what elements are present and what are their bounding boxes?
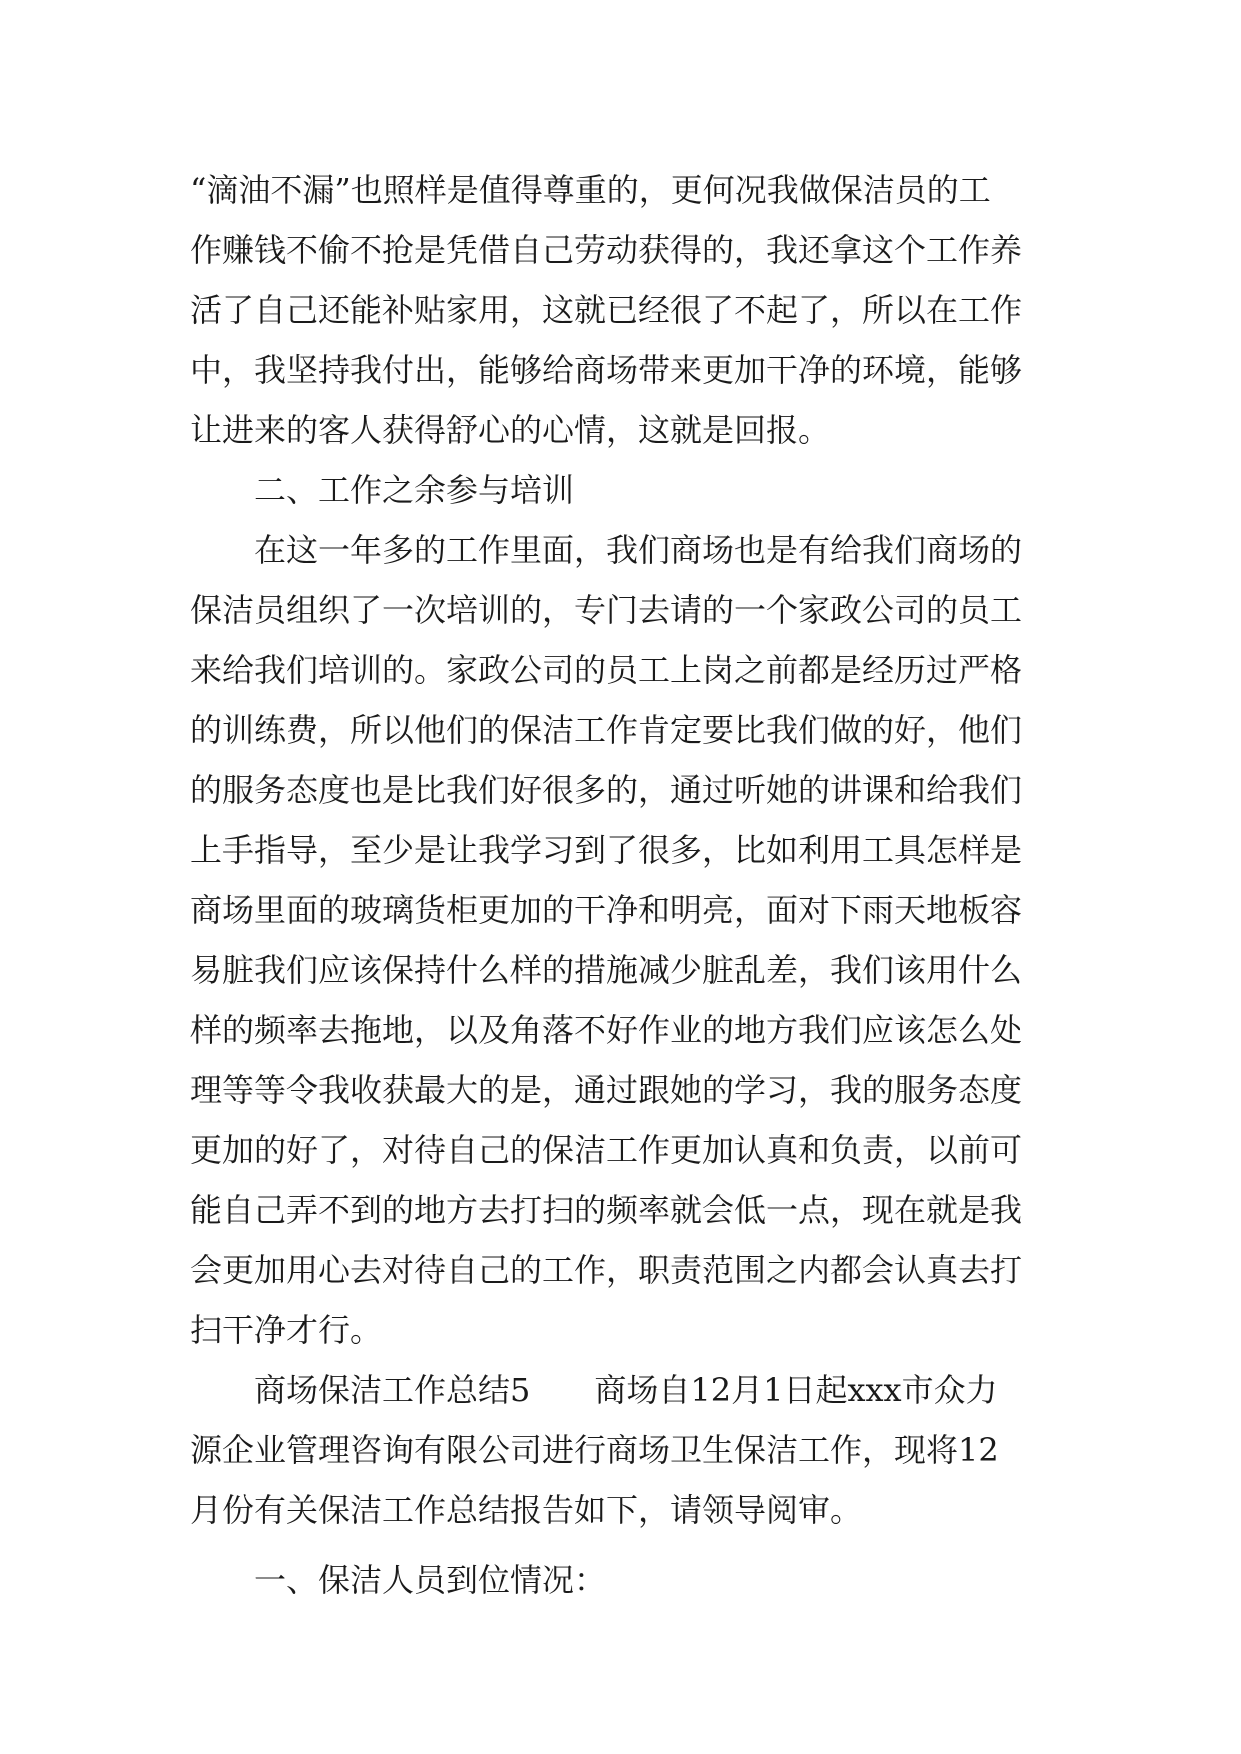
paragraph-line: 会更加用心去对待自己的工作，职责范围之内都会认真去打	[190, 1251, 1023, 1289]
paragraph-line: 样的频率去拖地，以及角落不好作业的地方我们应该怎么处	[190, 1011, 1023, 1049]
paragraph-line: 商场里面的玻璃货柜更加的干净和明亮，面对下雨天地板容	[190, 891, 1023, 929]
paragraph-line: 源企业管理咨询有限公司进行商场卫生保洁工作，现将12	[190, 1431, 999, 1469]
paragraph-line: 月份有关保洁工作总结报告如下，请领导阅审。	[190, 1491, 863, 1529]
paragraph-line: 理等等令我收获最大的是，通过跟她的学习，我的服务态度	[190, 1071, 1023, 1109]
paragraph-line: 易脏我们应该保持什么样的措施减少脏乱差，我们该用什么	[190, 951, 1023, 989]
section-heading: 一、保洁人员到位情况：	[254, 1561, 607, 1599]
paragraph-line: 上手指导，至少是让我学习到了很多，比如利用工具怎样是	[190, 831, 1023, 869]
section-heading: 二、工作之余参与培训	[254, 471, 575, 509]
paragraph-line: 的服务态度也是比我们好很多的，通过听她的讲课和给我们	[190, 771, 1023, 809]
paragraph-line: 保洁员组织了一次培训的，专门去请的一个家政公司的员工	[190, 591, 1023, 629]
paragraph-line: 活了自己还能补贴家用，这就已经很了不起了，所以在工作	[190, 291, 1023, 329]
paragraph-line: 的训练费，所以他们的保洁工作肯定要比我们做的好，他们	[190, 711, 1023, 749]
paragraph-line: 作赚钱不偷不抢是凭借自己劳动获得的，我还拿这个工作养	[190, 231, 1023, 269]
paragraph-line: “滴油不漏”也照样是值得尊重的，更何况我做保洁员的工	[190, 171, 991, 209]
paragraph-line: 扫干净才行。	[190, 1311, 383, 1349]
paragraph-line: 在这一年多的工作里面，我们商场也是有给我们商场的	[254, 531, 1023, 569]
paragraph-line: 更加的好了，对待自己的保洁工作更加认真和负责，以前可	[190, 1131, 1023, 1169]
paragraph-line: 能自己弄不到的地方去打扫的频率就会低一点，现在就是我	[190, 1191, 1023, 1229]
paragraph-line: 中，我坚持我付出，能够给商场带来更加干净的环境，能够	[190, 351, 1023, 389]
paragraph-line: 来给我们培训的。家政公司的员工上岗之前都是经历过严格	[190, 651, 1023, 689]
paragraph-line: 商场保洁工作总结5 商场自12月1日起xxx市众力	[254, 1371, 998, 1409]
paragraph-line: 让进来的客人获得舒心的心情，这就是回报。	[190, 411, 831, 449]
